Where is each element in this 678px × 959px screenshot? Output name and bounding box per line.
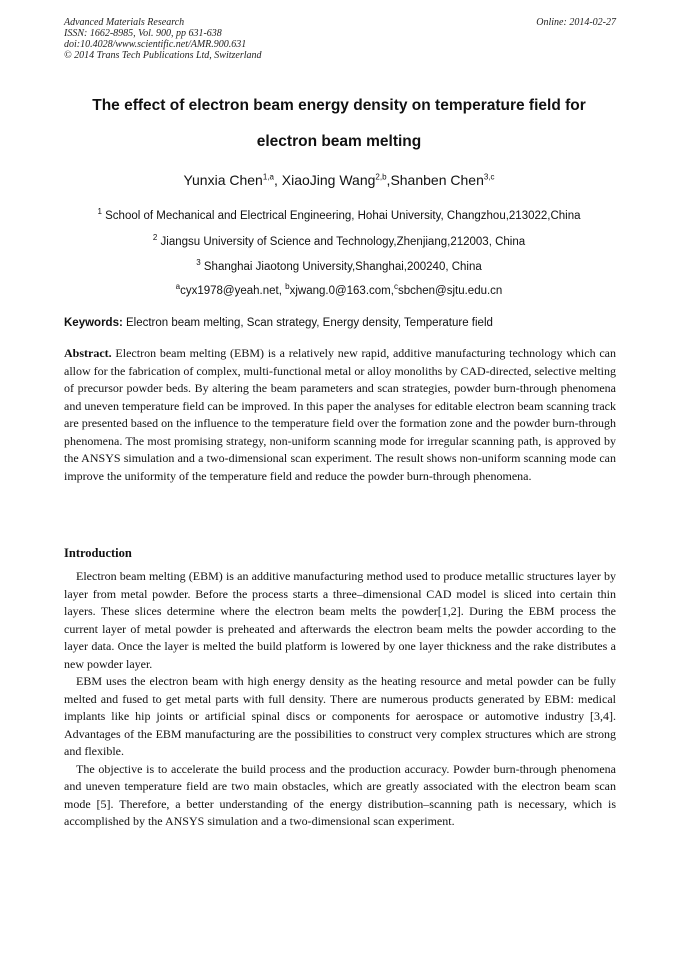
issn-line: ISSN: 1662-8985, Vol. 900, pp 631-638	[64, 28, 222, 39]
author-list	[40, 171, 638, 189]
title-line-2: electron beam melting	[256, 133, 422, 150]
author-sep: ,	[386, 172, 391, 188]
author-name: Shanben Chen	[390, 172, 484, 188]
email-text: sbchen@sjtu.edu.cn	[397, 285, 503, 297]
affiliation-3	[40, 260, 638, 274]
copyright-line: © 2014 Trans Tech Publications Ltd, Switzerland	[64, 50, 262, 61]
keywords-text: Electron beam melting, Scan strategy, Energy density, Temperature field	[122, 317, 493, 329]
abstract	[64, 345, 616, 485]
author-sep: ,	[273, 172, 282, 188]
author-name: Yunxia Chen	[183, 172, 263, 188]
email-sup: a	[175, 282, 181, 292]
email-sup: c	[393, 282, 398, 292]
abstract-label: Abstract.	[64, 346, 112, 360]
introduction-heading: Introduction	[64, 546, 132, 560]
introduction-paragraph: EBM uses the electron beam with high energy density as the heating resource and metal powder can be fully melted and fused to get metal parts with full density. There are numerous products generated by EBM: medical implants like hip joints or artificial spinal discs or components for aerospace or automotive industry [3,4]. Advantages of the EBM manufacturing are the possibilities to construct very complex structures which are strong and flexible.	[64, 674, 616, 758]
title-line-1: The effect of electron beam energy density on temperature field for	[92, 97, 586, 114]
introduction-paragraph: Electron beam melting (EBM) is an additive manufacturing method used to produce metallic structures layer by layer from metal powder. Before the process starts a three–dimensional CAD model is sliced into certain thin layers. These slices determine where the electron beam melts the powder[1,2]. During the EBM process the current layer of metal powder is preheated and afterwards the electron beam melts the powder according to the layer data. Once the layer is melted the build platform is lowered by one layer thickness and the rake distributes a new powder layer.	[64, 569, 616, 671]
author-sup: 1,a	[262, 172, 274, 182]
abstract-text: Electron beam melting (EBM) is a relatively new rapid, additive manufacturing technology which can allow for the fabrication of complex, multi-functional metal or alloy monoliths by CAD-directed, selective melting of precursor powder beds. By altering the beam parameters and scan strategies, powder burn-through phenomena and uneven temperature field can be improved. In this paper the analyses for editable electron beam scanning track are presented based on the influence to the temperature field over the formation zone and the powder burn-through phenomena. The most promising strategy, non-uniform scanning mode for irregular scanning path, is approved by the ANSYS simulation and a two-dimensional scan experiment. The result shows non-uniform scanning mode can improve the uniformity of the temperature field and reduce the powder burn-through phenomena.	[64, 346, 616, 483]
affiliation-text: Jiangsu University of Science and Technology,Zhenjiang,212003, China	[160, 236, 526, 248]
affiliation-2	[40, 235, 638, 249]
email-sup: b	[285, 282, 290, 292]
affiliation-sup: 3	[196, 258, 201, 268]
affiliation-text: Shanghai Jiaotong University,Shanghai,200240, China	[203, 261, 482, 273]
affiliation-sup: 1	[97, 207, 102, 217]
email-text: cyx1978@yeah.net,	[180, 285, 286, 297]
author-sup: 2,b	[375, 172, 387, 182]
journal-header	[64, 17, 616, 61]
introduction-paragraph: The objective is to accelerate the build process and the production accuracy. Powder burn-through phenomena and uneven temperature field are two main obstacles, which are greatly associated with the electron beam scan mode [5]. Therefore, a better understanding of the energy distribution–scanning path is necessary, which is accomplished by the ANSYS simulation and a two-dimensional scan experiment.	[64, 761, 616, 828]
author-sup: 3,c	[483, 172, 495, 182]
affiliation-text: School of Mechanical and Electrical Engineering, Hohai University, Changzhou,213022,China	[105, 210, 581, 222]
keywords-line	[64, 316, 616, 330]
paper-title	[40, 88, 638, 160]
online-date: Online: 2014-02-27	[536, 17, 616, 28]
author-emails	[40, 284, 638, 298]
doi-line: doi:10.4028/www.scientific.net/AMR.900.631	[64, 39, 247, 50]
affiliation-sup: 2	[152, 233, 158, 243]
keywords-label: Keywords:	[64, 317, 123, 329]
introduction-body	[64, 568, 616, 831]
email-text: xjwang.0@163.com,	[289, 285, 394, 297]
journal-name: Advanced Materials Research	[64, 17, 185, 28]
author-name: XiaoJing Wang	[281, 172, 376, 188]
affiliation-1	[40, 209, 638, 223]
